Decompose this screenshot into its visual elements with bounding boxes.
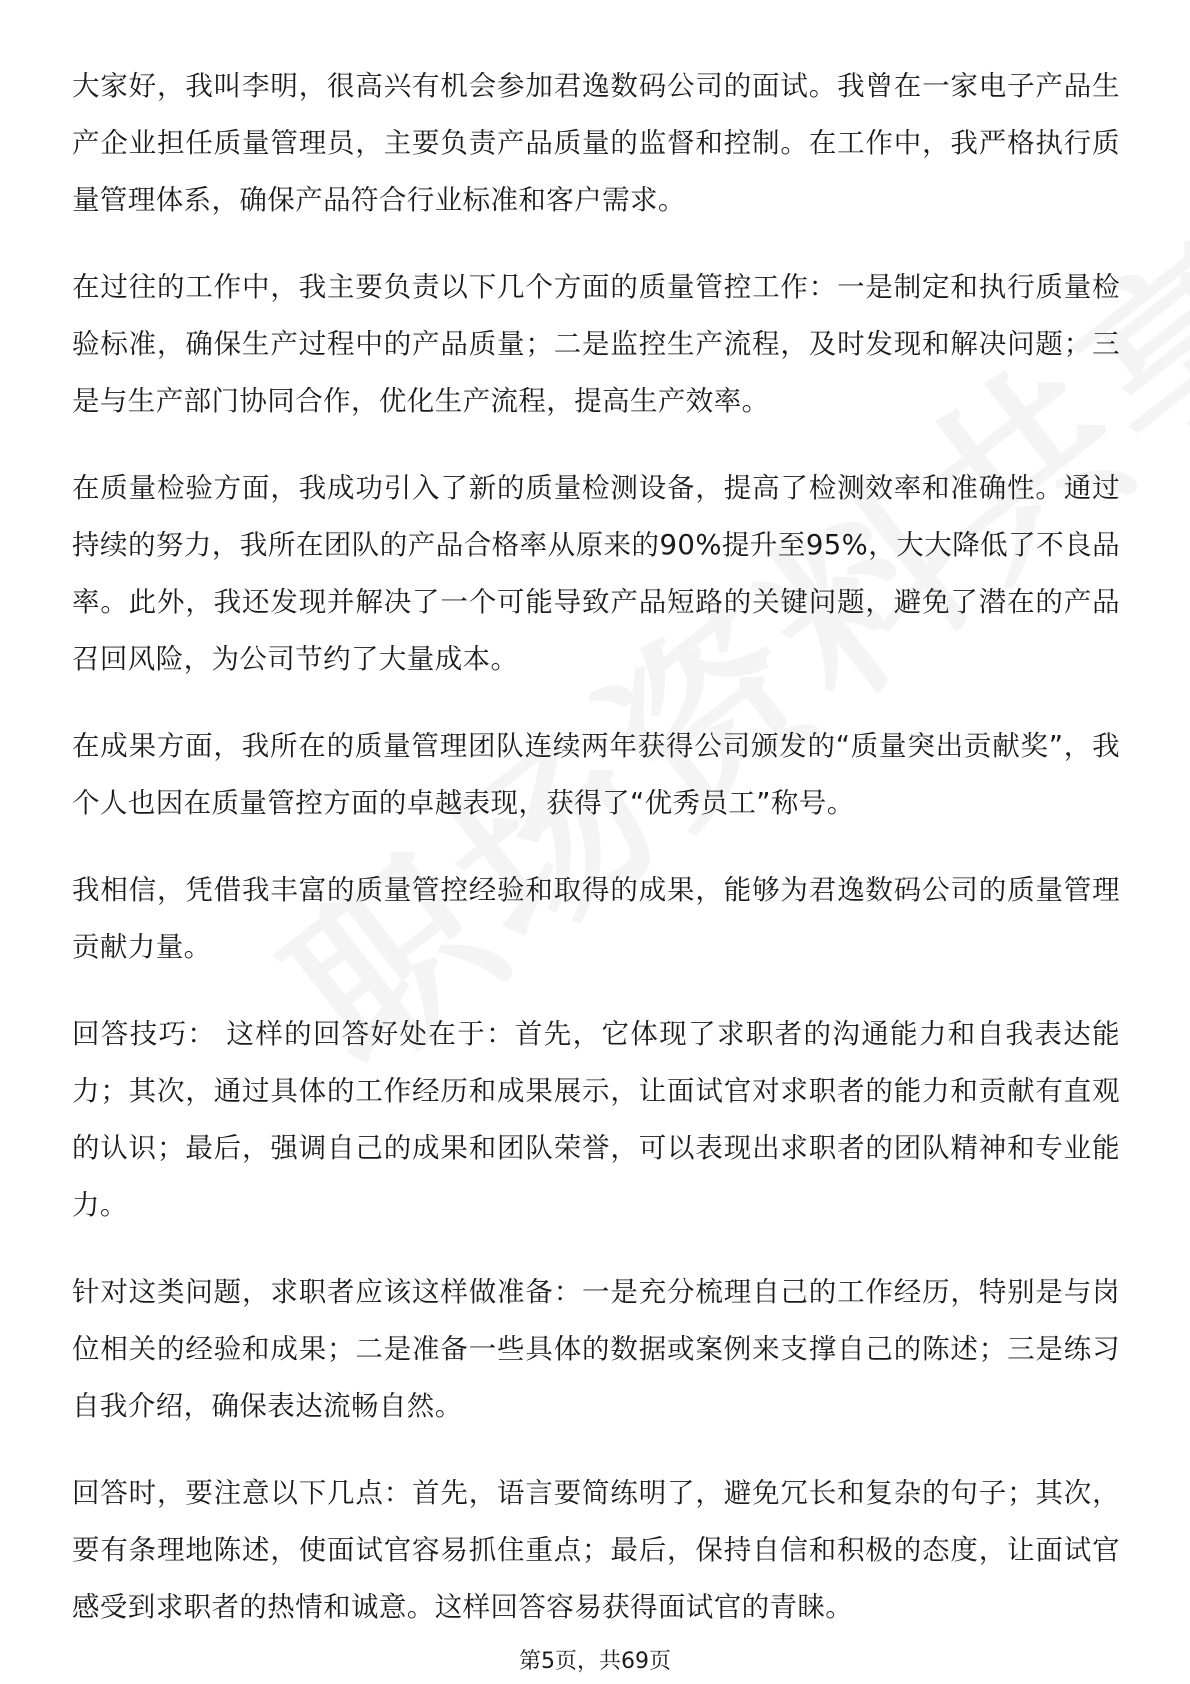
paragraph-answer-tips: 回答技巧： 这样的回答好处在于：首先，它体现了求职者的沟通能力和自我表达能力；其次，通过具体的工作经历和成果展示，让面试官对求职者的能力和贡献有直观的认识；最后，强调自己的成果和团队荣誉，可以表现出求职者的团队精神和专业能力。	[72, 1018, 1120, 1221]
paragraph-conclusion: 我相信，凭借我丰富的质量管控经验和取得的成果，能够为君逸数码公司的质量管理贡献力量。	[72, 874, 1120, 963]
paragraph-responsibilities: 在过往的工作中，我主要负责以下几个方面的质量管控工作：一是制定和执行质量检验标准，确保生产过程中的产品质量；二是监控生产流程，及时发现和解决问题；三是与生产部门协同合作，优化生产流程，提高生产效率。	[72, 271, 1120, 417]
paragraph-preparation: 针对这类问题，求职者应该这样做准备：一是充分梳理自己的工作经历，特别是与岗位相关的经验和成果；二是准备一些具体的数据或案例来支撑自己的陈述；三是练习自我介绍，确保表达流畅自然。	[72, 1276, 1120, 1422]
page-number: 第5页，共69页	[519, 1649, 671, 1674]
paragraph-achievements: 在成果方面，我所在的质量管理团队连续两年获得公司颁发的“质量突出贡献奖”，我个人也因在质量管控方面的卓越表现，获得了“优秀员工”称号。	[72, 730, 1120, 819]
paragraph-intro: 大家好，我叫李明，很高兴有机会参加君逸数码公司的面试。我曾在一家电子产品生产企业担任质量管理员，主要负责产品质量的监督和控制。在工作中，我严格执行质量管理体系，确保产品符合行业标准和客户需求。	[72, 70, 1120, 216]
paragraph-quality-inspection: 在质量检验方面，我成功引入了新的质量检测设备，提高了检测效率和准确性。通过持续的努力，我所在团队的产品合格率从原来的90%提升至95%，大大降低了不良品率。此外，我还发现并解决了一个可能导致产品短路的关键问题，避免了潜在的产品召回风险，为公司节约了大量成本。	[72, 472, 1120, 675]
paragraph-answer-notes: 回答时，要注意以下几点：首先，语言要简练明了，避免冗长和复杂的句子；其次，要有条理地陈述，使面试官容易抓住重点；最后，保持自信和积极的态度，让面试官感受到求职者的热情和诚意。这样回答容易获得面试官的青睐。	[72, 1477, 1120, 1623]
document-body	[72, 58, 1120, 1666]
